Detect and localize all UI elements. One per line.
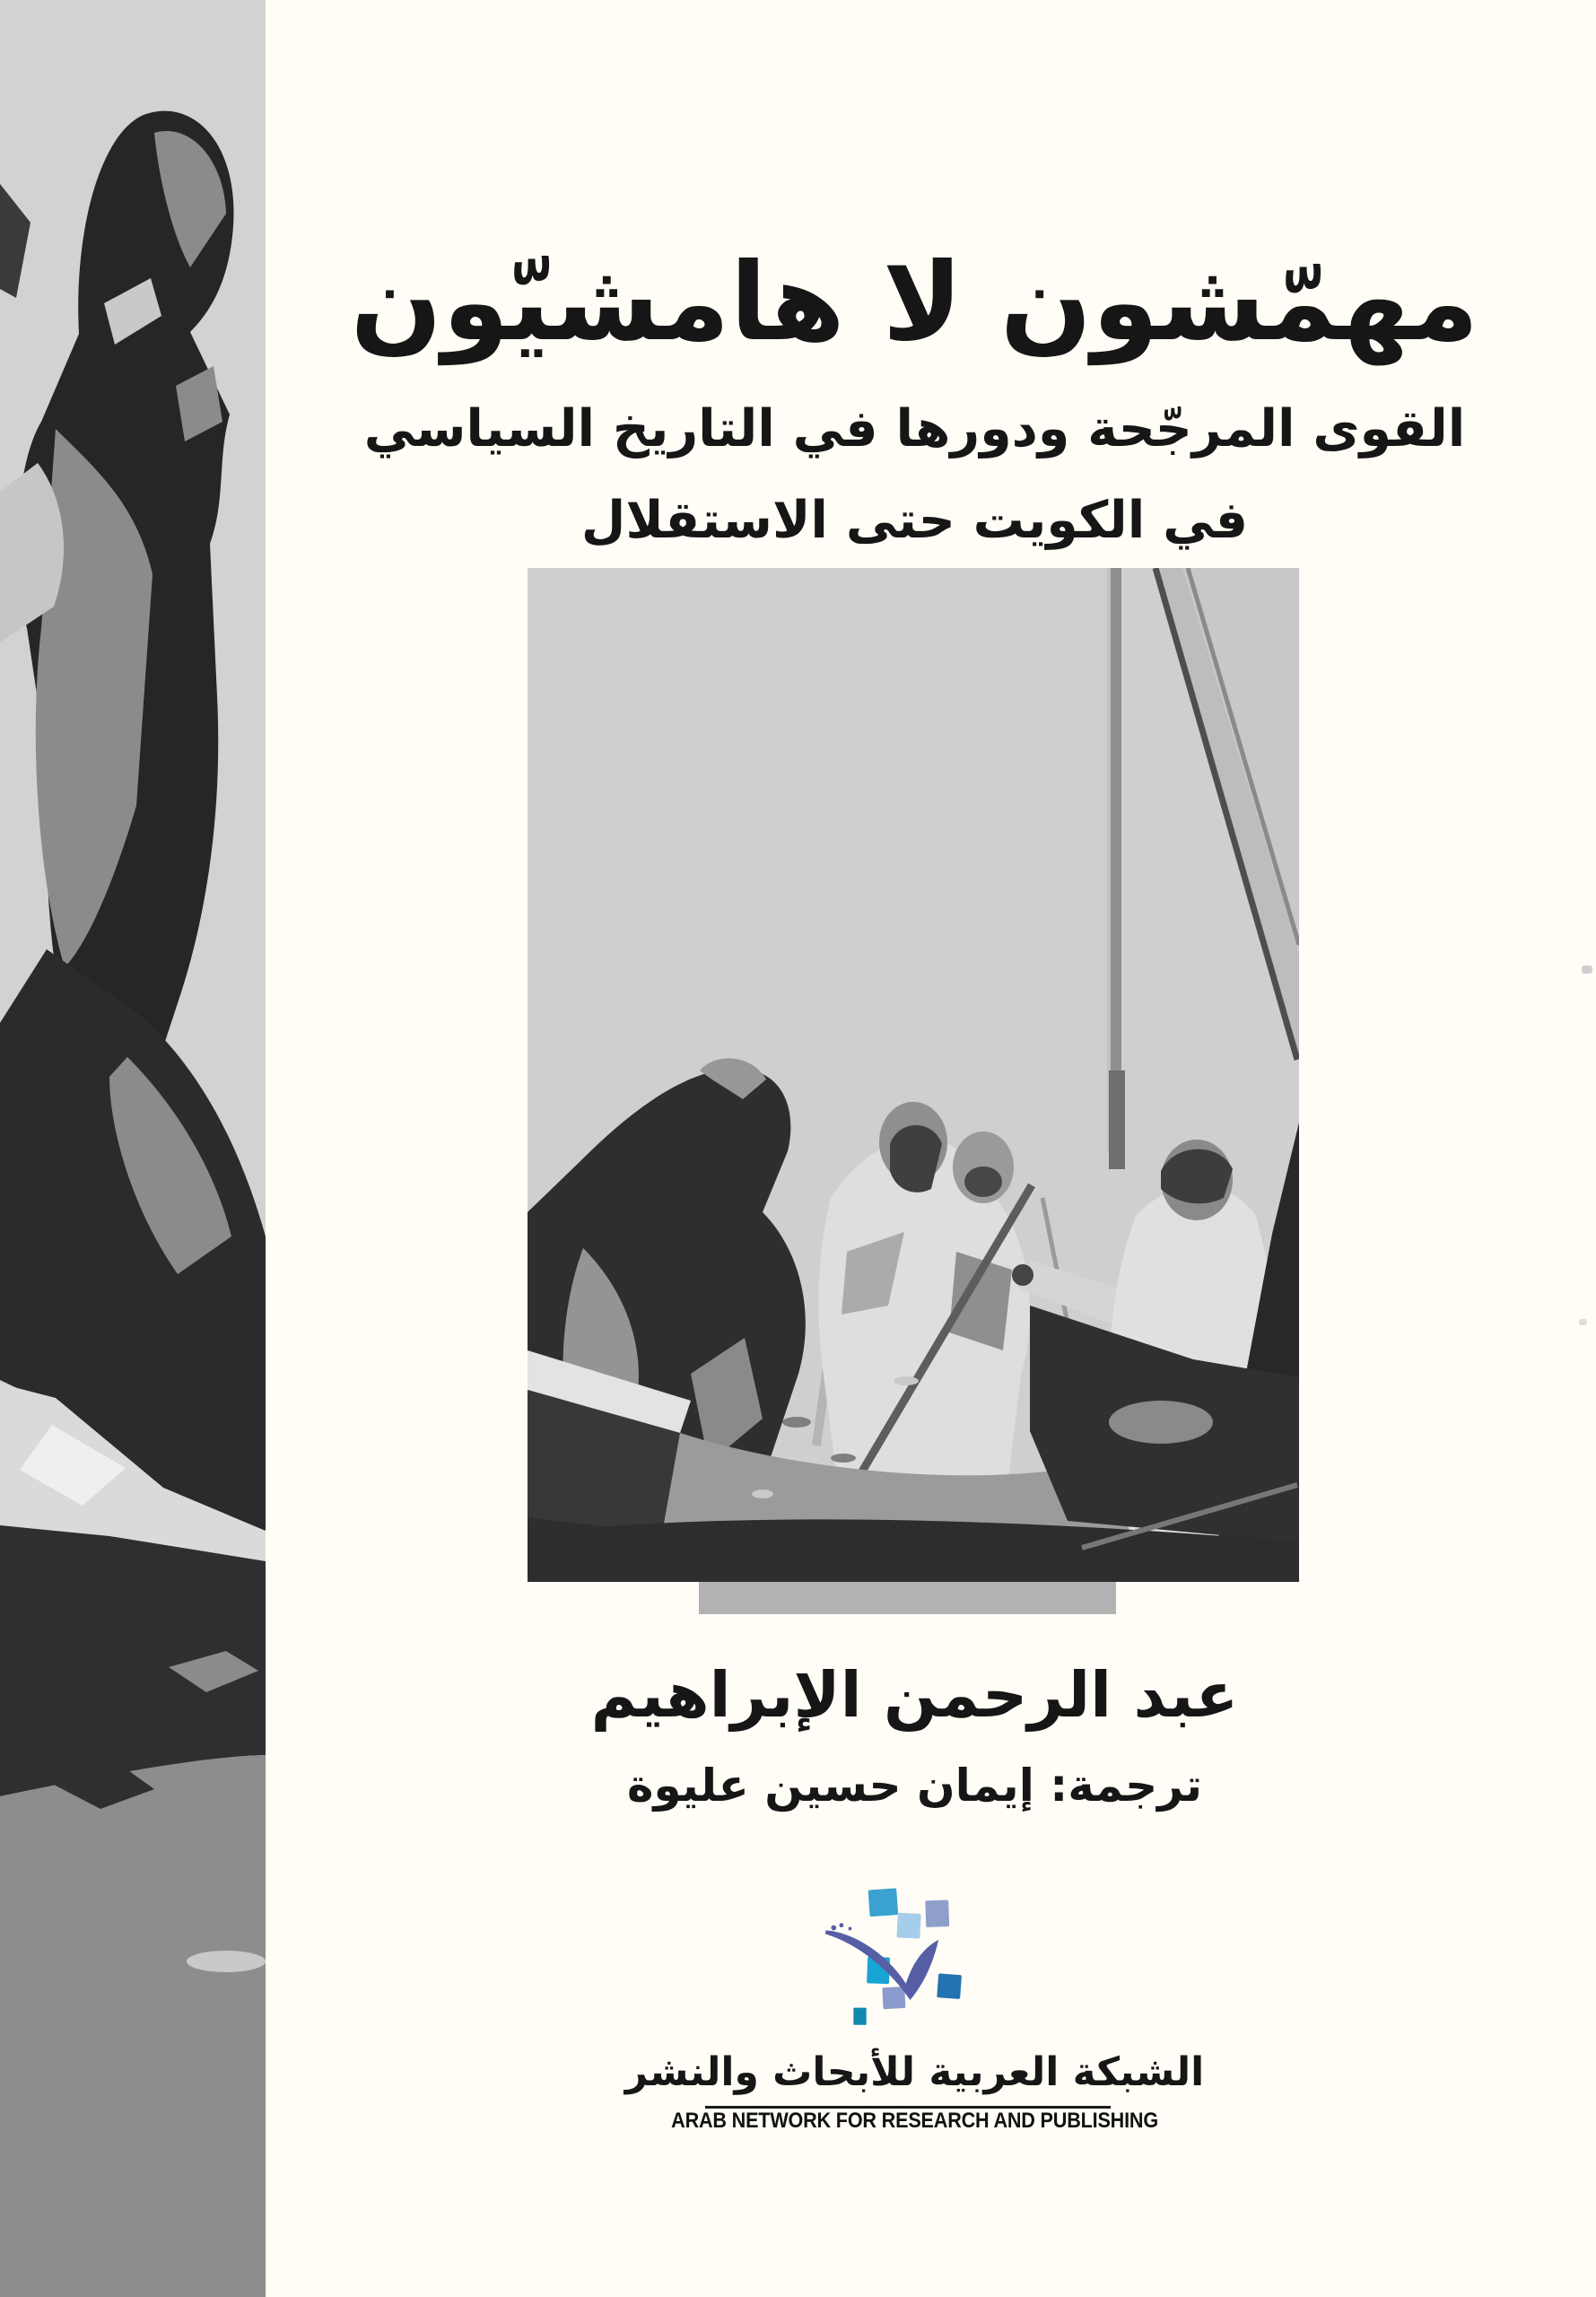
publisher-name-arabic: الشبكة العربية للأبحاث والنشر bbox=[624, 2049, 1205, 2095]
cover-photo-artwork bbox=[528, 568, 1299, 1582]
publisher-name-english-text: ARAB NETWORK FOR RESEARCH AND PUBLISHING bbox=[671, 2109, 1158, 2133]
author-name: عبد الرحمن الإبراهيم bbox=[590, 1658, 1239, 1732]
book-subtitle-line1: القوى المرجّحة ودورها في التاريخ السياسي bbox=[363, 399, 1466, 459]
scan-artifact bbox=[1582, 965, 1592, 974]
publisher-logo-checkmark-icon bbox=[815, 1877, 987, 2040]
translator-credit: ترجمة: إيمان حسين عليوة bbox=[626, 1760, 1202, 1812]
scan-artifact bbox=[1579, 1319, 1587, 1325]
photo-ledge-bar bbox=[699, 1582, 1116, 1614]
publisher-name-english bbox=[266, 2109, 1564, 2134]
book-subtitle-line2: في الكويت حتى الاستقلال bbox=[580, 491, 1249, 550]
book-title: مهمّشون لا هامشيّون bbox=[350, 240, 1479, 365]
left-strip-artwork bbox=[0, 0, 266, 2297]
